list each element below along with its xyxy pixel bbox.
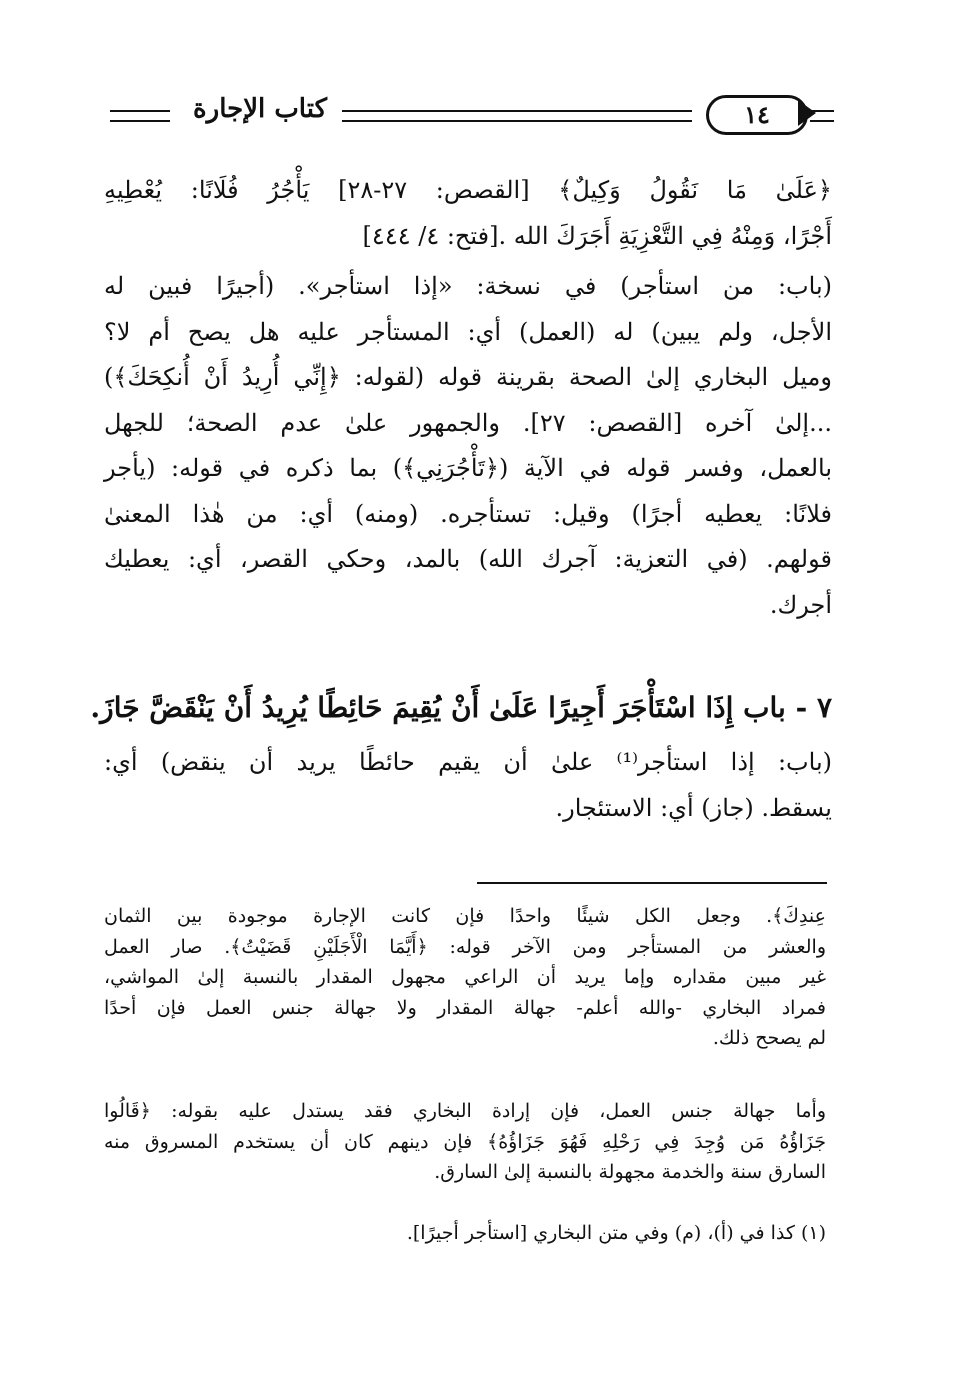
footnote-continuation — [104, 901, 826, 1054]
paragraph-chapter-commentary — [104, 740, 832, 831]
footnote-line: فمراد البخاري -والله أعلم- جهالة المقدار ولا جهالة جنس العمل فإن أحدًا — [104, 996, 826, 1019]
text-line: (باب: إذا استأجر⁽¹⁾ علىٰ أن يقيم حائطًا يريد أن ينقض) أي: — [104, 748, 832, 776]
footnote-line: السارق سنة والخدمة مجهولة بالنسبة إلىٰ السارق. — [434, 1161, 826, 1183]
header-rule-middle — [342, 110, 692, 122]
footnote-line: لم يصحح ذلك. — [712, 1027, 826, 1049]
text-line: أجرك. — [769, 590, 832, 619]
text-line: (باب: من استأجر) في نسخة: «إذا استأجر». (أجيرًا فبين له — [104, 272, 832, 300]
text-line: فلانًا: يعطيه أجرًا) وقيل: تستأجره. (ومنه) أي: من هٰذا المعنىٰ — [104, 499, 832, 528]
footnote-line: وأما جهالة جنس العمل، فإن إرادة البخاري فقد يستدل عليه بقوله: ﴿قَالُوا — [104, 1100, 826, 1122]
page-header — [110, 92, 832, 136]
text-line: ﴿عَلَىٰ مَا نَقُولُ وَكِيلٌ﴾ [القصص: ٢٧-٢٨] يَأْجُرُ فُلَانًا: يُعْطِيهِ — [104, 176, 832, 204]
text-line: أَجْرًا، وَمِنْهُ فِي التَّعْزِيَةِ أَجَرَكَ الله .[فتح: ٤/ ٤٤٤] — [362, 221, 832, 250]
text-line: يسقط. (جاز) أي: الاستئجار. — [555, 793, 832, 822]
text-line: ...إلىٰ آخره [القصص: ٢٧]. والجمهور علىٰ عدم الصحة؛ للجهل — [104, 408, 832, 437]
paragraph-commentary — [104, 264, 832, 628]
footnote-line: عِندِكَ﴾. وجعل الكل شيئًا واحدًا فإن كانت الإجارة موجودة بين الثمان — [104, 905, 826, 927]
chapter-heading: ٧ - باب إِذَا اسْتَأْجَرَ أَجِيرًا عَلَىٰ أَنْ يُقِيمَ حَائِطًا يُرِيدُ أَنْ يَنْقَضَّ جَازَ. — [90, 691, 832, 724]
footnote-line: جَزَاؤُهُ مَن وُجِدَ فِي رَحْلِهِ فَهُوَ جَزَاؤُهُ﴾ فإن دينهم كان أن يستخدم المسروق منه — [104, 1130, 826, 1153]
footnote-line: والعشر من المستأجر ومن الآخر قوله: ﴿أَيَّمَا الْأَجَلَيْنِ قَضَيْتُ﴾. صار العمل — [104, 935, 826, 958]
footnote-separator — [477, 882, 827, 884]
header-rule-right — [810, 110, 834, 122]
footnote-line: غير مبين مقداره وإما يريد أن الراعي مجهول المقدار بالنسبة إلىٰ المواشي، — [104, 966, 826, 988]
page-number: ١٤ — [706, 95, 808, 135]
header-title: كتاب الإجارة — [193, 94, 327, 124]
footnote-1 — [104, 1218, 826, 1249]
footnote-line: (١) كذا في (أ)، (م) وفي متن البخاري [استأجر أجيرًا]. — [406, 1222, 826, 1244]
paragraph-quran-gloss — [104, 168, 832, 259]
header-rule-left — [110, 110, 170, 122]
text-line: الأجل، ولم يبين) له (العمل) أي: المستأجر عليه هل يصح أم لا؟ — [104, 317, 832, 346]
text-line: بالعمل، وفسر قوله في الآية (﴿تَأْجُرَنِي﴾) بما ذكره في قوله: (يأجر — [104, 454, 832, 482]
footnote-continuation-2 — [104, 1096, 826, 1188]
text-line: وميل البخاري إلىٰ الصحة بقرينة قوله (لقوله: ﴿إِنِّي أُرِيدُ أَنْ أُنكِحَكَ﴾) — [104, 363, 833, 391]
text-line: قولهم. (في التعزية: آجرك الله) بالمد، وحكي القصر، أي: يعطيك — [104, 545, 832, 573]
